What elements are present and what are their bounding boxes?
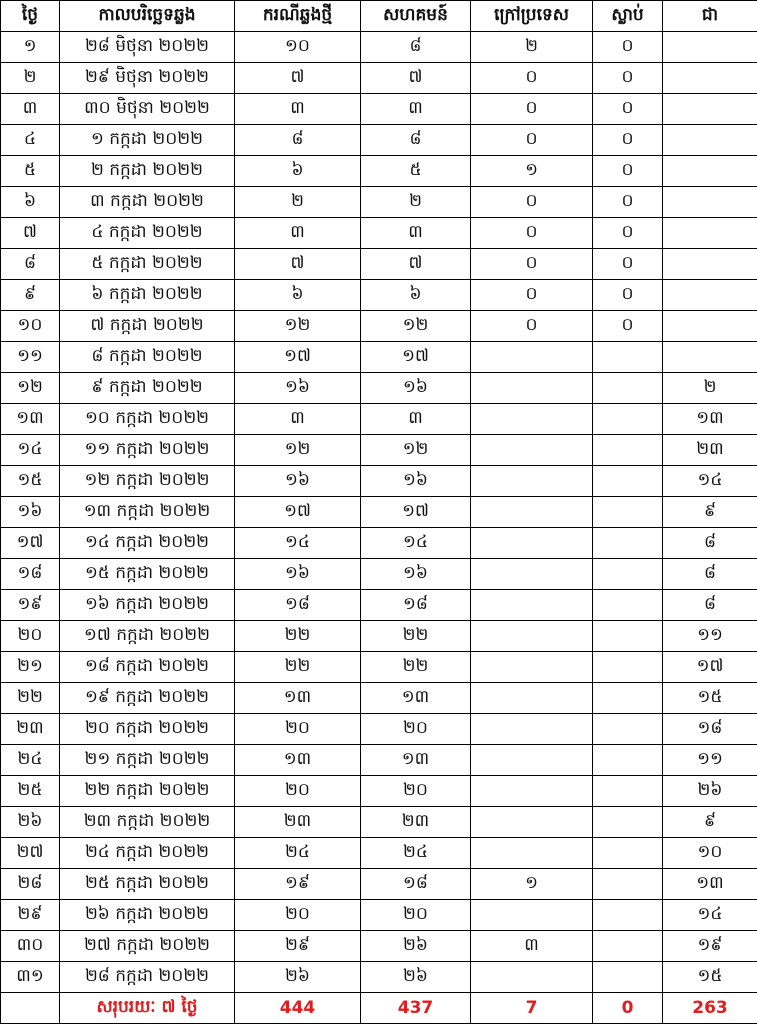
totals-label: សរុបរយៈ ៧ ថ្ងៃ bbox=[60, 993, 235, 1024]
cell-deaths: ០ bbox=[593, 156, 663, 187]
cell-recovered: ១៣ bbox=[663, 869, 757, 900]
cell-new-cases: ២៤ bbox=[235, 838, 361, 869]
cell-day: ១៩ bbox=[1, 590, 60, 621]
cell-new-cases: ១៦ bbox=[235, 373, 361, 404]
table-row bbox=[1, 869, 757, 900]
cell-new-cases: ២០ bbox=[235, 714, 361, 745]
cell-imported bbox=[471, 373, 593, 404]
header-new-cases: ករណីឆ្លងថ្មី bbox=[235, 1, 361, 32]
cell-new-cases: ៦ bbox=[235, 280, 361, 311]
table-row bbox=[1, 63, 757, 94]
cell-new-cases: ៧ bbox=[235, 63, 361, 94]
cell-new-cases: ១៣ bbox=[235, 683, 361, 714]
cell-community: ៦ bbox=[361, 280, 471, 311]
cell-date: ១៣ កក្កដា ២០២២ bbox=[60, 497, 235, 528]
cell-new-cases: ១២ bbox=[235, 435, 361, 466]
cell-community: ២ bbox=[361, 187, 471, 218]
cell-community: ២២ bbox=[361, 621, 471, 652]
cell-date: ៧ កក្កដា ២០២២ bbox=[60, 311, 235, 342]
cell-day: ២២ bbox=[1, 683, 60, 714]
cell-deaths bbox=[593, 931, 663, 962]
table-row bbox=[1, 94, 757, 125]
table-row bbox=[1, 187, 757, 218]
cell-recovered: ៨ bbox=[663, 559, 757, 590]
cell-new-cases: ១៧ bbox=[235, 497, 361, 528]
cell-community: ៨ bbox=[361, 125, 471, 156]
cell-deaths bbox=[593, 776, 663, 807]
cell-imported: ០ bbox=[471, 249, 593, 280]
cell-date: ២៨ មិថុនា ២០២២ bbox=[60, 32, 235, 63]
header-day: ថ្ងៃ bbox=[1, 1, 60, 32]
cell-community: ២២ bbox=[361, 652, 471, 683]
table-row bbox=[1, 714, 757, 745]
table-row bbox=[1, 838, 757, 869]
cell-imported: ១ bbox=[471, 869, 593, 900]
cell-new-cases: ២២ bbox=[235, 652, 361, 683]
cell-imported bbox=[471, 807, 593, 838]
cell-imported: ០ bbox=[471, 187, 593, 218]
cell-date: ២៩ មិថុនា ២០២២ bbox=[60, 63, 235, 94]
cell-new-cases: ១៩ bbox=[235, 869, 361, 900]
cell-date: ១៦ កក្កដា ២០២២ bbox=[60, 590, 235, 621]
cell-date: ១៥ កក្កដា ២០២២ bbox=[60, 559, 235, 590]
cell-community: ១៦ bbox=[361, 373, 471, 404]
cell-community: ៧ bbox=[361, 63, 471, 94]
cell-deaths: ០ bbox=[593, 311, 663, 342]
table-row bbox=[1, 497, 757, 528]
cell-imported bbox=[471, 466, 593, 497]
cell-deaths bbox=[593, 838, 663, 869]
cell-deaths bbox=[593, 714, 663, 745]
cell-day: ៤ bbox=[1, 125, 60, 156]
cell-date: ១៧ កក្កដា ២០២២ bbox=[60, 621, 235, 652]
cell-community: ៣ bbox=[361, 94, 471, 125]
cell-deaths bbox=[593, 900, 663, 931]
cell-recovered bbox=[663, 311, 757, 342]
totals-blank-cell bbox=[1, 993, 60, 1024]
cell-date: ៣ កក្កដា ២០២២ bbox=[60, 187, 235, 218]
cell-recovered: ១១ bbox=[663, 621, 757, 652]
cell-deaths bbox=[593, 962, 663, 993]
cell-day: ២៣ bbox=[1, 714, 60, 745]
cell-community: ៣ bbox=[361, 404, 471, 435]
cell-deaths: ០ bbox=[593, 125, 663, 156]
table-row bbox=[1, 621, 757, 652]
cell-new-cases: ២០ bbox=[235, 900, 361, 931]
cell-imported bbox=[471, 714, 593, 745]
cell-day: ១៣ bbox=[1, 404, 60, 435]
cell-day: ២១ bbox=[1, 652, 60, 683]
cell-imported bbox=[471, 745, 593, 776]
table-row bbox=[1, 776, 757, 807]
cell-community: ២០ bbox=[361, 900, 471, 931]
cell-day: ៧ bbox=[1, 218, 60, 249]
cell-date: ២៥ កក្កដា ២០២២ bbox=[60, 869, 235, 900]
cell-imported bbox=[471, 621, 593, 652]
cell-community: ២៣ bbox=[361, 807, 471, 838]
total-community: 437 bbox=[361, 993, 471, 1024]
cell-community: ១៨ bbox=[361, 869, 471, 900]
cell-recovered: ២៦ bbox=[663, 776, 757, 807]
table-row bbox=[1, 249, 757, 280]
cell-new-cases: ២៩ bbox=[235, 931, 361, 962]
cell-day: ២០ bbox=[1, 621, 60, 652]
cell-imported: ០ bbox=[471, 280, 593, 311]
cell-community: ២០ bbox=[361, 714, 471, 745]
cell-deaths bbox=[593, 528, 663, 559]
cell-date: ៨ កក្កដា ២០២២ bbox=[60, 342, 235, 373]
totals-row bbox=[1, 993, 757, 1024]
cell-recovered: ១៨ bbox=[663, 714, 757, 745]
table-row bbox=[1, 373, 757, 404]
cell-day: ២ bbox=[1, 63, 60, 94]
cell-imported: ០ bbox=[471, 125, 593, 156]
cell-deaths bbox=[593, 404, 663, 435]
cell-deaths bbox=[593, 683, 663, 714]
cell-imported bbox=[471, 404, 593, 435]
cell-date: ១៤ កក្កដា ២០២២ bbox=[60, 528, 235, 559]
total-new-cases: 444 bbox=[235, 993, 361, 1024]
cell-new-cases: ១៦ bbox=[235, 559, 361, 590]
cell-day: ១៨ bbox=[1, 559, 60, 590]
cell-date: ៤ កក្កដា ២០២២ bbox=[60, 218, 235, 249]
table-row bbox=[1, 745, 757, 776]
cell-new-cases: ៨ bbox=[235, 125, 361, 156]
cell-deaths: ០ bbox=[593, 187, 663, 218]
table-row bbox=[1, 652, 757, 683]
total-imported: 7 bbox=[471, 993, 593, 1024]
table-row bbox=[1, 404, 757, 435]
cell-new-cases: ១៧ bbox=[235, 342, 361, 373]
cell-date: ២៧ កក្កដា ២០២២ bbox=[60, 931, 235, 962]
cell-recovered bbox=[663, 94, 757, 125]
table-row bbox=[1, 900, 757, 931]
cell-deaths bbox=[593, 497, 663, 528]
table-row bbox=[1, 342, 757, 373]
cell-date: ២៦ កក្កដា ២០២២ bbox=[60, 900, 235, 931]
cell-community: ១៦ bbox=[361, 559, 471, 590]
cell-imported bbox=[471, 590, 593, 621]
cell-community: ២០ bbox=[361, 776, 471, 807]
cell-day: ២៩ bbox=[1, 900, 60, 931]
cell-imported: ០ bbox=[471, 218, 593, 249]
cell-date: ២១ កក្កដា ២០២២ bbox=[60, 745, 235, 776]
cell-community: ១៨ bbox=[361, 590, 471, 621]
header-imported: ក្រៅប្រទេស bbox=[471, 1, 593, 32]
table-row bbox=[1, 32, 757, 63]
cell-date: ១៩ កក្កដា ២០២២ bbox=[60, 683, 235, 714]
cell-imported bbox=[471, 528, 593, 559]
cell-day: ៨ bbox=[1, 249, 60, 280]
table-row bbox=[1, 931, 757, 962]
cell-recovered bbox=[663, 187, 757, 218]
cell-deaths: ០ bbox=[593, 63, 663, 94]
cell-recovered: ១៧ bbox=[663, 652, 757, 683]
cell-day: ២៦ bbox=[1, 807, 60, 838]
cell-imported bbox=[471, 435, 593, 466]
cell-day: ២៤ bbox=[1, 745, 60, 776]
cell-deaths: ០ bbox=[593, 32, 663, 63]
cell-recovered: ២៣ bbox=[663, 435, 757, 466]
table-row bbox=[1, 311, 757, 342]
cell-date: ៣០ មិថុនា ២០២២ bbox=[60, 94, 235, 125]
cell-new-cases: ២២ bbox=[235, 621, 361, 652]
cell-recovered bbox=[663, 32, 757, 63]
cell-recovered: ៩ bbox=[663, 497, 757, 528]
cell-date: ២ កក្កដា ២០២២ bbox=[60, 156, 235, 187]
cell-community: ១២ bbox=[361, 435, 471, 466]
cell-day: ៦ bbox=[1, 187, 60, 218]
cell-community: ៧ bbox=[361, 249, 471, 280]
cell-day: ១៦ bbox=[1, 497, 60, 528]
cell-recovered bbox=[663, 342, 757, 373]
cell-deaths bbox=[593, 621, 663, 652]
header-recovered: ជា bbox=[663, 1, 757, 32]
cell-date: ២៨ កក្កដា ២០២២ bbox=[60, 962, 235, 993]
cell-imported bbox=[471, 900, 593, 931]
cell-recovered: ១៩ bbox=[663, 931, 757, 962]
table-row bbox=[1, 590, 757, 621]
cell-community: ៣ bbox=[361, 218, 471, 249]
cell-recovered bbox=[663, 218, 757, 249]
cell-deaths: ០ bbox=[593, 280, 663, 311]
header-row bbox=[1, 1, 757, 32]
cell-new-cases: ១៨ bbox=[235, 590, 361, 621]
cell-day: ១៥ bbox=[1, 466, 60, 497]
cell-community: ៥ bbox=[361, 156, 471, 187]
cell-recovered: ២ bbox=[663, 373, 757, 404]
cell-date: ១៨ កក្កដា ២០២២ bbox=[60, 652, 235, 683]
table-row bbox=[1, 125, 757, 156]
cell-day: ២៥ bbox=[1, 776, 60, 807]
table-row bbox=[1, 683, 757, 714]
cell-date: ១២ កក្កដា ២០២២ bbox=[60, 466, 235, 497]
cell-new-cases: ៣ bbox=[235, 218, 361, 249]
cell-date: ២៣ កក្កដា ២០២២ bbox=[60, 807, 235, 838]
cell-imported: ០ bbox=[471, 94, 593, 125]
cell-new-cases: ១០ bbox=[235, 32, 361, 63]
cell-community: ១៤ bbox=[361, 528, 471, 559]
header-date: កាលបរិច្ឆេទឆ្លង bbox=[60, 1, 235, 32]
cell-new-cases: ៣ bbox=[235, 404, 361, 435]
cell-new-cases: ១២ bbox=[235, 311, 361, 342]
cell-community: ១៧ bbox=[361, 342, 471, 373]
cell-day: ១ bbox=[1, 32, 60, 63]
cell-deaths bbox=[593, 373, 663, 404]
cell-new-cases: ១៤ bbox=[235, 528, 361, 559]
cell-imported bbox=[471, 962, 593, 993]
cell-imported bbox=[471, 683, 593, 714]
cell-new-cases: ២៣ bbox=[235, 807, 361, 838]
cell-recovered: ១៤ bbox=[663, 466, 757, 497]
cell-date: ២៤ កក្កដា ២០២២ bbox=[60, 838, 235, 869]
cell-day: ២៨ bbox=[1, 869, 60, 900]
cell-day: ៩ bbox=[1, 280, 60, 311]
cell-community: ១៦ bbox=[361, 466, 471, 497]
cell-date: ៥ កក្កដា ២០២២ bbox=[60, 249, 235, 280]
table-body bbox=[1, 32, 757, 993]
cell-deaths bbox=[593, 869, 663, 900]
cell-date: ៦ កក្កដា ២០២២ bbox=[60, 280, 235, 311]
cell-recovered bbox=[663, 156, 757, 187]
cell-new-cases: ២០ bbox=[235, 776, 361, 807]
table-row bbox=[1, 218, 757, 249]
cell-new-cases: ១៣ bbox=[235, 745, 361, 776]
cell-recovered: ៨ bbox=[663, 590, 757, 621]
cell-community: ២៦ bbox=[361, 962, 471, 993]
cell-imported: ២ bbox=[471, 32, 593, 63]
cell-day: ១៧ bbox=[1, 528, 60, 559]
header-deaths: ស្លាប់ bbox=[593, 1, 663, 32]
cell-recovered: ៨ bbox=[663, 528, 757, 559]
cell-date: ១១ កក្កដា ២០២២ bbox=[60, 435, 235, 466]
cell-deaths bbox=[593, 745, 663, 776]
cell-deaths: ០ bbox=[593, 94, 663, 125]
cell-imported bbox=[471, 559, 593, 590]
total-recovered: 263 bbox=[663, 993, 757, 1024]
cell-imported bbox=[471, 342, 593, 373]
cell-day: ៣ bbox=[1, 94, 60, 125]
cell-date: ១០ កក្កដា ២០២២ bbox=[60, 404, 235, 435]
cell-recovered: ១៥ bbox=[663, 683, 757, 714]
table-row bbox=[1, 559, 757, 590]
table-row bbox=[1, 435, 757, 466]
cell-imported: ៣ bbox=[471, 931, 593, 962]
cell-day: ១២ bbox=[1, 373, 60, 404]
cell-community: ១៣ bbox=[361, 745, 471, 776]
cell-new-cases: ៦ bbox=[235, 156, 361, 187]
cell-imported bbox=[471, 497, 593, 528]
cell-day: ១០ bbox=[1, 311, 60, 342]
cell-recovered bbox=[663, 63, 757, 94]
cell-day: ៣០ bbox=[1, 931, 60, 962]
cell-day: ២៧ bbox=[1, 838, 60, 869]
cell-imported: ១ bbox=[471, 156, 593, 187]
cell-community: ១៣ bbox=[361, 683, 471, 714]
cell-recovered: ៩ bbox=[663, 807, 757, 838]
header-community: សហគមន៍ bbox=[361, 1, 471, 32]
cell-deaths: ០ bbox=[593, 249, 663, 280]
cell-deaths bbox=[593, 559, 663, 590]
cell-date: ១ កក្កដា ២០២២ bbox=[60, 125, 235, 156]
cell-new-cases: ២ bbox=[235, 187, 361, 218]
cell-new-cases: ៧ bbox=[235, 249, 361, 280]
cell-deaths bbox=[593, 435, 663, 466]
cell-imported bbox=[471, 652, 593, 683]
cell-community: ២៦ bbox=[361, 931, 471, 962]
cell-date: ២២ កក្កដា ២០២២ bbox=[60, 776, 235, 807]
cell-deaths: ០ bbox=[593, 218, 663, 249]
cell-imported bbox=[471, 776, 593, 807]
cell-day: ១១ bbox=[1, 342, 60, 373]
total-deaths: 0 bbox=[593, 993, 663, 1024]
cell-community: ១៧ bbox=[361, 497, 471, 528]
cell-community: ៨ bbox=[361, 32, 471, 63]
cell-imported: ០ bbox=[471, 311, 593, 342]
cell-recovered bbox=[663, 280, 757, 311]
cell-day: ១៤ bbox=[1, 435, 60, 466]
cell-deaths bbox=[593, 466, 663, 497]
cell-deaths bbox=[593, 652, 663, 683]
table-row bbox=[1, 807, 757, 838]
cell-new-cases: ២៦ bbox=[235, 962, 361, 993]
cell-recovered bbox=[663, 125, 757, 156]
cell-community: ២៤ bbox=[361, 838, 471, 869]
cell-date: ២០ កក្កដា ២០២២ bbox=[60, 714, 235, 745]
cell-new-cases: ១៦ bbox=[235, 466, 361, 497]
table-row bbox=[1, 466, 757, 497]
cell-community: ១២ bbox=[361, 311, 471, 342]
cell-recovered: ១៥ bbox=[663, 962, 757, 993]
cell-deaths bbox=[593, 342, 663, 373]
cell-deaths bbox=[593, 807, 663, 838]
table-row bbox=[1, 528, 757, 559]
table-row bbox=[1, 156, 757, 187]
cell-imported: ០ bbox=[471, 63, 593, 94]
cell-day: ៥ bbox=[1, 156, 60, 187]
cell-recovered bbox=[663, 249, 757, 280]
cell-day: ៣១ bbox=[1, 962, 60, 993]
cell-recovered: ១៣ bbox=[663, 404, 757, 435]
cell-date: ៩ កក្កដា ២០២២ bbox=[60, 373, 235, 404]
cell-deaths bbox=[593, 590, 663, 621]
cell-recovered: ១៤ bbox=[663, 900, 757, 931]
cell-recovered: ១១ bbox=[663, 745, 757, 776]
cell-recovered: ១០ bbox=[663, 838, 757, 869]
table-row bbox=[1, 280, 757, 311]
cell-imported bbox=[471, 838, 593, 869]
cell-new-cases: ៣ bbox=[235, 94, 361, 125]
table-row bbox=[1, 962, 757, 993]
